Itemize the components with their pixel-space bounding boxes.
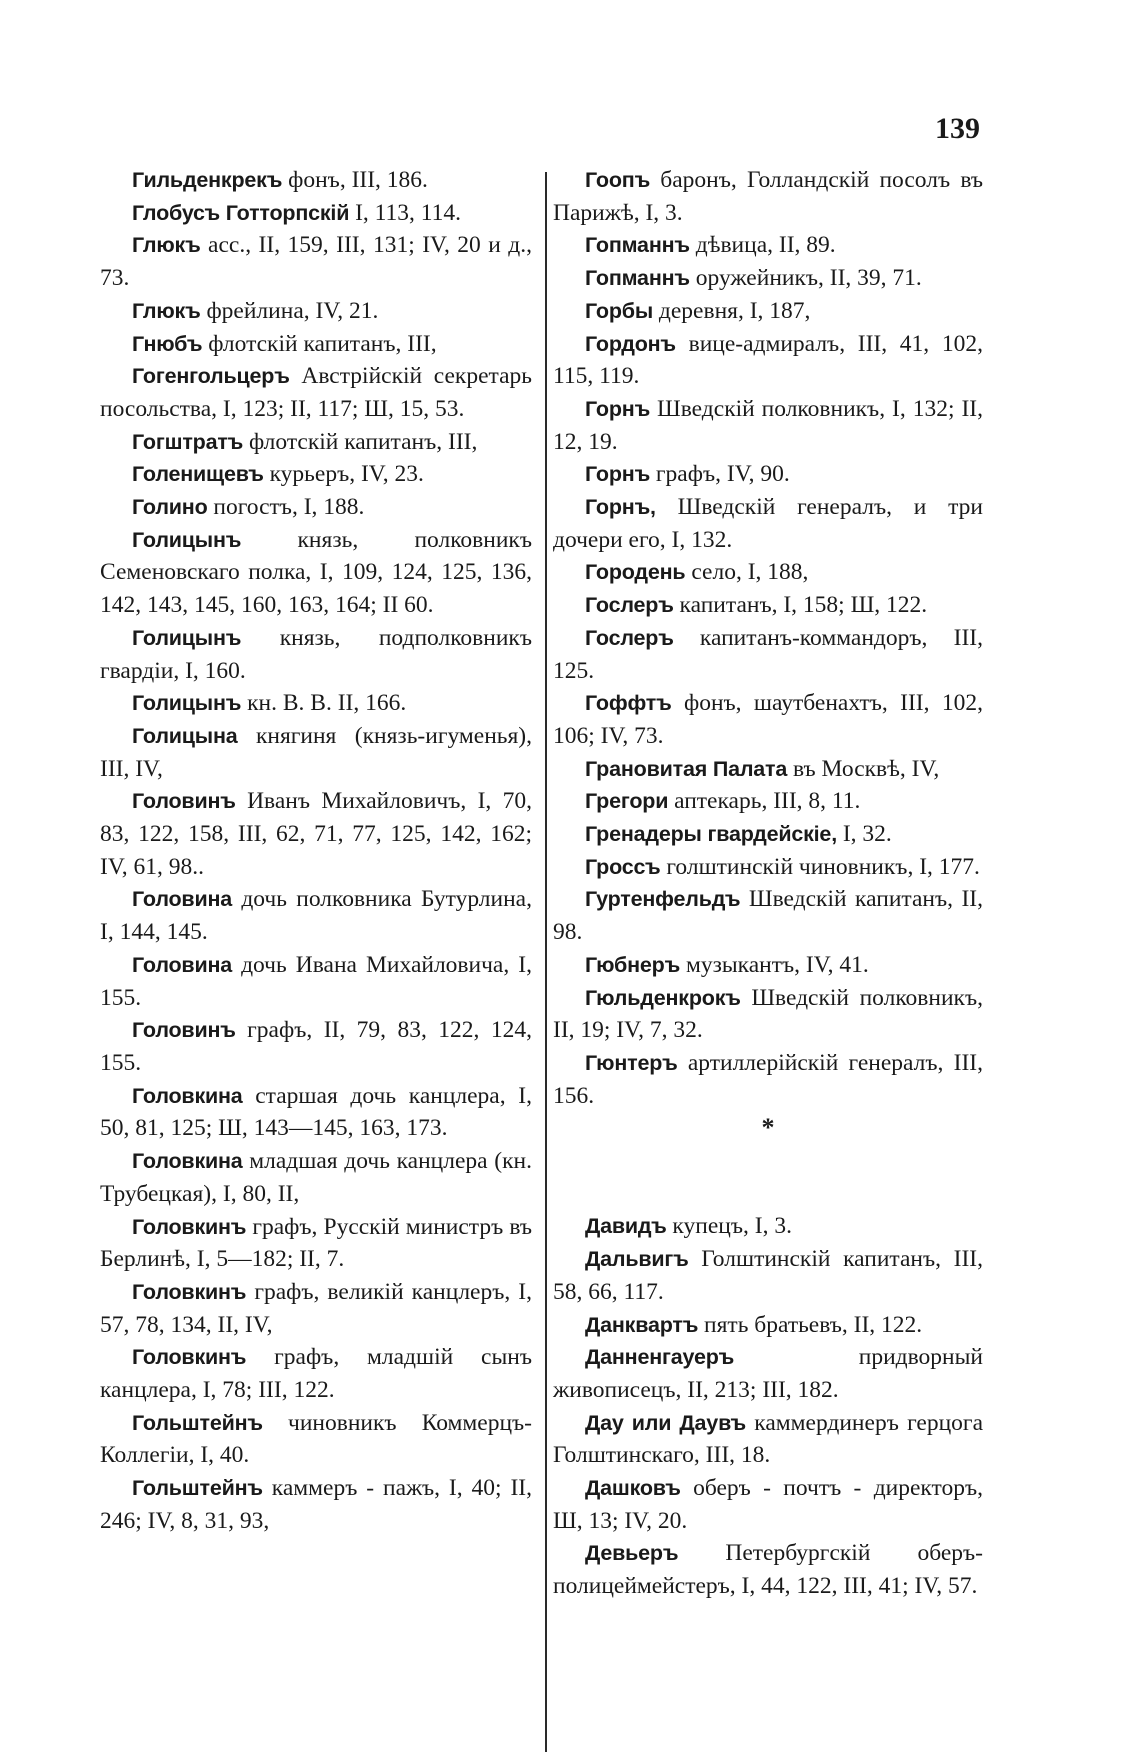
entry-headword: Горнъ, (585, 495, 656, 520)
entry-text: Шведскій капитанъ, II, 98. (553, 886, 983, 946)
entry-text: артиллерійскій генералъ, III, 156. (553, 1049, 983, 1109)
entry-text: капитанъ-коммандоръ, III, 125. (553, 624, 983, 684)
entry-headword: Гюбнеръ (585, 952, 681, 977)
entry-text: Шведскій полковникъ, I, 132; II, 12, 19. (553, 395, 983, 455)
entry-headword: Головкина (132, 1083, 243, 1108)
entry-headword: Головкинъ (132, 1345, 247, 1370)
entry-headword: Гопманнъ (585, 233, 690, 258)
entry-text: купецъ, I, 3. (672, 1213, 792, 1240)
index-entry (553, 851, 983, 884)
index-entry (553, 753, 983, 786)
entry-headword: Гогенгольцеръ (132, 364, 290, 389)
entry-headword: Головина (132, 887, 233, 912)
index-entry (553, 818, 983, 851)
index-entry (553, 1341, 983, 1406)
index-entry (100, 426, 532, 459)
index-entry (100, 1276, 532, 1341)
entry-text: оберъ - почтъ - директоръ, Ш, 13; IV, 20. (553, 1475, 984, 1534)
entry-text: флотскій капитанъ, III, (208, 330, 437, 357)
entry-headword: Горнъ (585, 462, 651, 487)
entry-text: фрейлина, IV, 21. (206, 297, 379, 324)
entry-headword: Гоффтъ (585, 691, 672, 716)
entry-headword: Гренадеры гвардейскіе, (585, 822, 837, 847)
entry-headword: Гогштратъ (132, 429, 244, 454)
index-entry (100, 1014, 532, 1079)
index-entry (553, 1407, 983, 1472)
entry-text: баронъ, Голландскій посолъ въ Парижѣ, I, 3. (553, 167, 983, 226)
entry-text: музыкантъ, IV, 41. (685, 951, 869, 978)
entry-text: дѣвица, II, 89. (695, 232, 836, 259)
index-entry (553, 1210, 983, 1243)
section-separator-asterisk: * (761, 1113, 775, 1143)
index-entry (100, 622, 532, 687)
entry-text: графъ, великій канцлеръ, I, 57, 78, 134, II, IV, (100, 1278, 532, 1338)
entry-headword: Гослеръ (585, 593, 674, 618)
index-entry (553, 949, 983, 982)
entry-text: кн. В. В. II, 166. (247, 690, 407, 717)
entry-text: голштинскій чиновникъ, I, 177. (666, 853, 980, 880)
index-entry (100, 1080, 532, 1145)
entry-headword: Дальвигъ (585, 1247, 689, 1272)
index-entry (553, 491, 983, 556)
index-entry (553, 393, 983, 458)
entry-headword: Давидъ (585, 1214, 667, 1239)
index-entry (100, 883, 532, 948)
entry-text: фонъ, III, 186. (288, 167, 428, 193)
index-entry (553, 1537, 983, 1602)
entry-text: въ Москвѣ, IV, (793, 755, 940, 782)
entry-text: графъ, II, 79, 83, 122, 124, 155. (100, 1017, 532, 1076)
index-entry (100, 295, 532, 328)
index-entry (553, 1309, 983, 1342)
entry-headword: Гордонъ (585, 331, 676, 356)
entry-text: князь, подполковникъ гвардіи, I, 160. (100, 624, 532, 684)
index-entry (553, 164, 983, 229)
index-entry (553, 589, 983, 622)
index-entry (100, 1472, 532, 1537)
entry-headword: Глюкъ (132, 233, 201, 258)
index-entry (553, 1243, 983, 1308)
entry-headword: Гопманнъ (585, 266, 690, 291)
entry-headword: Гольштейнъ (132, 1476, 263, 1501)
index-entry (553, 883, 983, 948)
entry-headword: Гильденкрекъ (132, 168, 283, 192)
index-entry (553, 295, 983, 328)
index-entry (553, 982, 983, 1047)
entry-headword: Гнюбъ (132, 331, 203, 356)
entry-headword: Голицынъ (132, 691, 242, 716)
index-entry (100, 458, 532, 491)
entry-text: I, 113, 114. (355, 199, 462, 226)
entry-headword: Городень (585, 560, 686, 585)
index-entry (100, 1341, 532, 1406)
entry-text: чиновникъ Коммерцъ-Коллегіи, I, 40. (100, 1409, 533, 1469)
entry-text: фонъ, шаутбенахтъ, III, 102, 106; IV, 73. (553, 690, 983, 749)
entry-text: курьеръ, IV, 23. (269, 461, 424, 488)
entry-headword: Дау или Даувъ (585, 1410, 747, 1435)
index-entry (553, 687, 983, 752)
entry-text: вице-адмиралъ, III, 41, 102, 115, 119. (553, 330, 983, 390)
entry-text: Шведскій полковникъ, II, 19; IV, 7, 32. (553, 984, 983, 1044)
index-entry (100, 524, 532, 622)
index-entry (100, 1145, 532, 1210)
index-column-right (553, 164, 983, 1603)
index-entry (553, 458, 983, 491)
entry-headword: Грановитая Палата (585, 756, 788, 781)
index-column-left (100, 164, 532, 1538)
entry-headword: Головинъ (132, 1018, 236, 1043)
entry-headword: Головкинъ (132, 1214, 247, 1239)
entry-headword: Головинъ (132, 789, 236, 814)
entry-headword: Гослеръ (585, 625, 674, 650)
index-entry (100, 785, 532, 883)
entry-text: асс., II, 159, III, 131; IV, 20 и д., 73. (100, 232, 533, 292)
entry-text: капитанъ, I, 158; Ш, 122. (679, 592, 928, 619)
entry-text: каммердинеръ герцога Голштинскаго, III, 18. (553, 1409, 984, 1469)
page-number: 139 (935, 112, 980, 145)
entry-headword: Данквартъ (585, 1312, 699, 1337)
entry-text: дочь полковника Бутурлина, I, 144, 145. (100, 886, 532, 946)
index-entry (553, 785, 983, 818)
entry-headword: Голицына (132, 723, 238, 748)
entry-text: графъ, Русскій министръ въ Берлинѣ, I, 5—182; II, 7. (100, 1213, 532, 1273)
entry-headword: Гюльденкрокъ (585, 985, 741, 1010)
entry-text: деревня, I, 187, (658, 297, 811, 324)
entry-headword: Головина (132, 952, 233, 977)
column-divider (545, 172, 547, 1752)
entry-text: аптекарь, III, 8, 11. (674, 788, 861, 815)
entry-headword: Гроссъ (585, 854, 661, 879)
entry-text: Иванъ Михайловичъ, I, 70, 83, 122, 158, III, 62, 71, 77, 125, 142, 162; IV, 61, 98.. (100, 788, 532, 880)
entry-headword: Голицынъ (132, 527, 242, 552)
entry-headword: Грегори (585, 789, 669, 814)
entry-text: князь, полковникъ Семеновскаго полка, I, 109, 124, 125, 136, 142, 143, 145, 160, 163, 164; II 60. (100, 526, 533, 619)
entry-headword: Глобусъ Готторпскій (132, 200, 350, 225)
entry-text: графъ, IV, 90. (655, 461, 790, 488)
entry-text: пять братьевъ, II, 122. (704, 1311, 923, 1338)
entry-headword: Гуртенфельдъ (585, 887, 741, 912)
entry-text: княгиня (князь-игуменья), III, IV, (100, 722, 532, 782)
index-entry (553, 1047, 983, 1112)
entry-text: погостъ, I, 188. (213, 494, 365, 521)
entry-text: Австрійскій секретарь посольства, I, 123; II, 117; Ш, 15, 53. (100, 363, 532, 422)
entry-headword: Горбы (585, 298, 654, 323)
index-entry (100, 328, 532, 361)
entry-headword: Горнъ (585, 396, 651, 421)
entry-text: Голштинскій капитанъ, III, 58, 66, 117. (553, 1246, 984, 1305)
index-entry (100, 1407, 532, 1472)
entry-text: I, 32. (842, 821, 892, 848)
entry-text: каммеръ - пажъ, I, 40; II, 246; IV, 8, 31, 93, (100, 1475, 533, 1534)
entry-headword: Дашковъ (585, 1476, 681, 1501)
entry-text: село, I, 188, (691, 559, 809, 586)
index-entry (100, 360, 532, 425)
entry-headword: Девьеръ (585, 1541, 679, 1566)
entry-text: придворный живописецъ, II, 213; III, 182. (553, 1344, 983, 1403)
entry-headword: Голицынъ (132, 625, 242, 650)
index-entry (100, 491, 532, 524)
index-entry (553, 229, 983, 262)
index-entry (553, 622, 983, 687)
index-entry (100, 949, 532, 1014)
entry-text: Шведскій генералъ, и три дочери его, I, 132. (553, 494, 984, 553)
entry-headword: Данненгауеръ (585, 1345, 735, 1370)
index-entry (100, 720, 532, 785)
entry-headword: Головкинъ (132, 1279, 247, 1304)
entry-headword: Гоопъ (585, 168, 651, 192)
index-entry (553, 328, 983, 393)
index-entry (100, 164, 532, 197)
entry-text: графъ, младшій сынъ канцлера, I, 78; III, 122. (100, 1344, 532, 1404)
entry-headword: Голенищевъ (132, 462, 264, 487)
entry-text: старшая дочь канцлера, I, 50, 81, 125; Ш, 143—145, 163, 173. (100, 1082, 532, 1142)
entry-text: младшая дочь канцлера (кн. Трубецкая), I, 80, II, (100, 1148, 532, 1207)
index-entry (553, 1472, 983, 1537)
entry-headword: Глюкъ (132, 298, 201, 323)
index-entry (553, 556, 983, 589)
index-entry (553, 262, 983, 295)
entry-headword: Голино (132, 495, 208, 520)
entry-text: дочь Ивана Михайловича, I, 155. (100, 951, 532, 1011)
index-entry (100, 1211, 532, 1276)
index-entry (100, 229, 532, 294)
entry-text: флотскій капитанъ, III, (249, 428, 478, 455)
index-entry (100, 197, 532, 230)
index-entry (100, 687, 532, 720)
entry-headword: Гольштейнъ (132, 1410, 263, 1435)
entry-text: Петербургскій оберъ-полицеймейстеръ, I, 44, 122, III, 41; IV, 57. (553, 1540, 983, 1600)
entry-headword: Головкина (132, 1149, 243, 1174)
entry-headword: Гюнтеръ (585, 1050, 678, 1075)
entry-text: оружейникъ, II, 39, 71. (695, 265, 922, 292)
